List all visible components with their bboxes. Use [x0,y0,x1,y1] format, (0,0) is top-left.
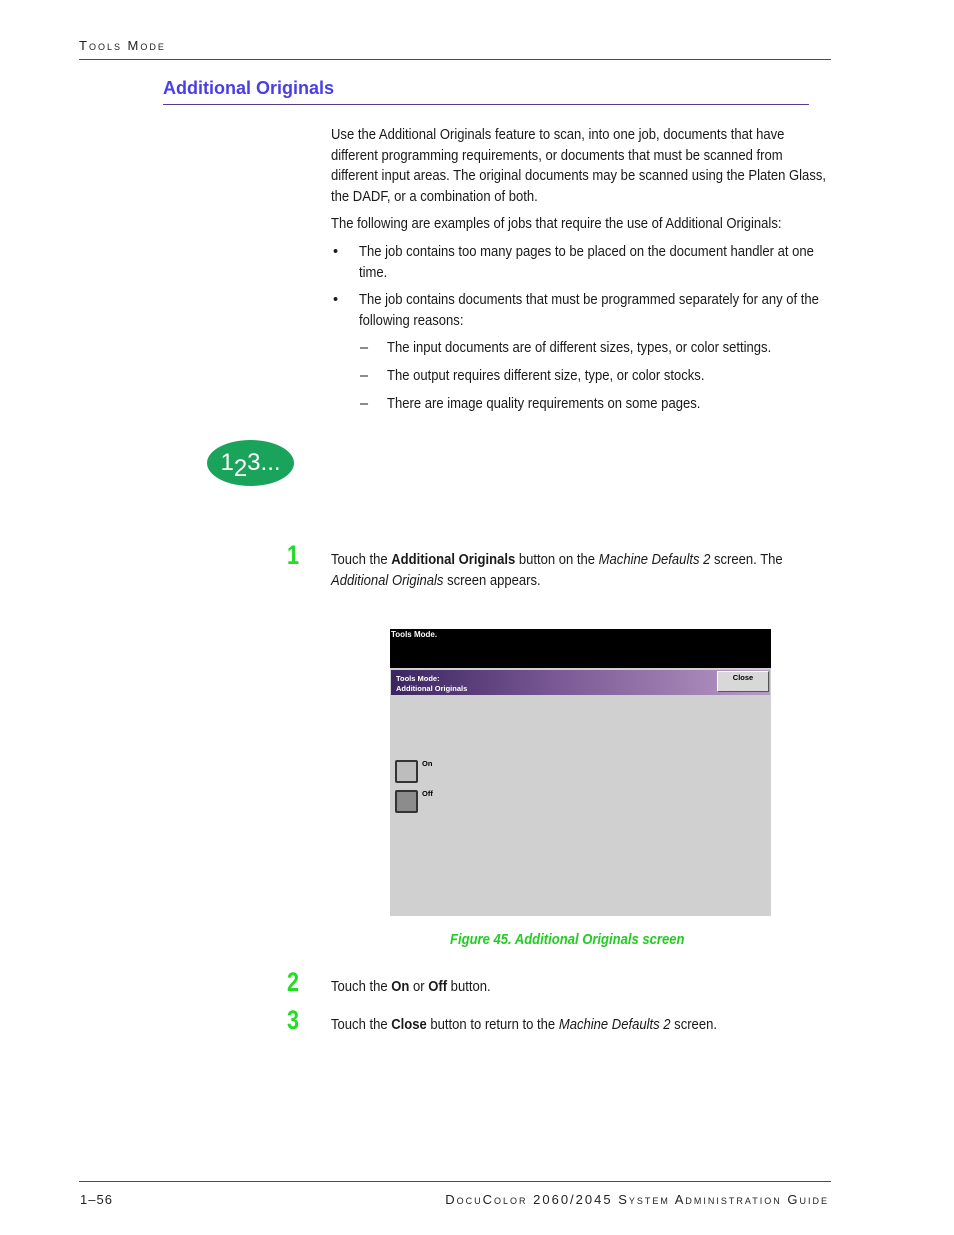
badge-tail: 3... [247,449,281,476]
dash-marker: – [360,368,369,384]
guide-title: DocuColor 2060/2045 System Administration Guide [445,1192,829,1207]
section-rule [163,104,809,105]
intro-paragraph-1: Use the Additional Originals feature to scan, into one job, documents that have different programming requirements, or documents that must be scanned from different input areas. The original documents may be scanned using the Platen Glass, the DADF, or a combination of both. [331,127,826,205]
screen-header-bar [391,670,770,695]
step-number: 3 [287,1005,300,1035]
step-text: Touch the Close button to return to the Machine Defaults 2 screen. [331,1017,717,1033]
screen-title: Tools Mode. [391,630,438,639]
off-label: Off [422,789,433,798]
on-button[interactable] [395,760,418,783]
dash-marker: – [360,340,369,356]
on-label: On [422,759,433,768]
bullet-marker: • [333,244,339,260]
bullet-item: The job contains too many pages to be placed on the document handler at one time. [359,244,814,281]
additional-originals-screenshot [390,629,771,916]
screen-title-bar [390,629,771,668]
section-title: Additional Originals [163,78,335,98]
figure-caption: Figure 45. Additional Originals screen [450,932,685,948]
step-text: Touch the Additional Originals button on the Machine Defaults 2 screen. The Additional Originals screen appears. [331,552,783,589]
step-number: 1 [287,540,300,570]
screen-header-text: Tools Mode: Additional Originals [396,674,468,693]
badge-digit-low: 2 [233,455,248,482]
intro-paragraph-2: The following are examples of jobs that require the use of Additional Originals: [331,216,782,232]
sub-bullet-item: The output requires different size, type, or color stocks. [387,368,705,384]
header-rule [79,59,831,60]
badge-digit: 1 [220,449,234,476]
sub-bullet-item: The input documents are of different sizes, types, or color settings. [387,340,772,356]
step-text: Touch the On or Off button. [331,979,491,995]
footer-rule [79,1181,831,1182]
dash-marker: – [360,396,369,412]
step-number: 2 [287,967,300,997]
procedure-badge-icon [207,440,294,486]
off-button[interactable] [395,790,418,813]
bullet-marker: • [333,292,339,308]
bullet-item: The job contains documents that must be programmed separately for any of the following reasons: [359,292,819,329]
close-button[interactable]: Close [717,671,769,692]
sub-bullet-item: There are image quality requirements on some pages. [387,396,701,412]
page-number: 1–56 [80,1192,113,1207]
running-head: Tools Mode [79,38,166,53]
